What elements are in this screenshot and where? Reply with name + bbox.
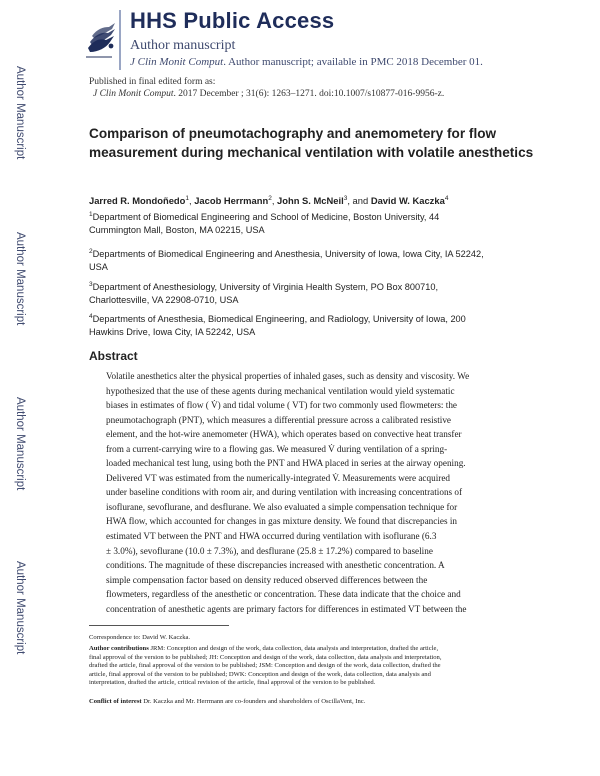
author-name: Jarred R. Mondoñedo	[89, 195, 186, 207]
affiliation-line: Cummington Mall, Boston, MA 02215, USA	[89, 225, 265, 236]
abstract-line: concentration of anesthetic agents are primary factors for differences in estimated VT between the	[106, 603, 467, 614]
author-affiliation-sup: 4	[444, 195, 449, 202]
author-name: David W. Kaczka	[370, 195, 445, 207]
published-in-block	[89, 76, 444, 100]
journal-abbrev: J Clin Monit Comput	[130, 56, 224, 68]
citation-details: . 2017 December ; 31(6): 1263–1271. doi:10.1007/s10877-016-9956-z.	[173, 89, 445, 99]
journal-availability-line	[130, 56, 483, 68]
author-manuscript-subtitle: Author manuscript	[130, 38, 236, 53]
affiliation-line: Department of Anesthesiology, University of Virginia Health System, PO Box 800710,	[92, 282, 439, 293]
abstract-line: simple compensation factor based on density reduced observed differences between the	[106, 574, 428, 585]
author-list	[89, 195, 569, 206]
abstract-line: ± 3.0%), sevoflurane (10.0 ± 7.3%), and desflurane (25.8 ± 17.2%) compared to baseline	[106, 545, 433, 556]
abstract-line: hypothesized that the use of these agents during mechanical ventilation would yield systematic	[106, 385, 455, 396]
conflict-text: Dr. Kaczka and Mr. Herrmann are co-founders and shareholders of OscillaVent, Inc.	[141, 698, 366, 705]
citation-line	[89, 88, 444, 100]
abstract-line: HWA flow, which accounted for changes in gas mixture density. We found that discrepancies in	[106, 516, 458, 527]
affiliation-sup: 3	[89, 281, 93, 288]
header-divider	[119, 10, 121, 70]
affiliation-line: Department of Biomedical Engineering and School of Medicine, Boston University, 44	[92, 212, 440, 223]
affiliation-4	[89, 310, 529, 339]
affiliation-line: Charlottesville, VA 22908-0710, USA	[89, 295, 239, 306]
conflict-of-interest-note	[89, 698, 514, 707]
affiliation-sup: 2	[89, 248, 93, 255]
abstract-line: loaded mechanical test lung, using both the PNT and HWA placed in series at the airway opening.	[106, 458, 466, 469]
author-name: John S. McNeil	[277, 195, 344, 207]
affiliation-line: Departments of Biomedical Engineering and Anesthesia, University of Iowa, Iowa City, IA 52242,	[92, 249, 484, 260]
hhs-eagle-logo-icon	[84, 18, 118, 62]
abstract-line: Delivered VT was estimated from the numerically-integrated V̇. Measurements were acquired	[106, 472, 450, 483]
author-separator: , and	[347, 195, 371, 207]
author-separator: ,	[188, 195, 195, 207]
affiliation-3	[89, 278, 529, 307]
abstract-line: Volatile anesthetics alter the physical properties of inhaled gases, such as density and viscosity. We	[106, 371, 470, 381]
author-affiliation-sup: 3	[343, 195, 348, 202]
sidebar-author-manuscript-label: Author Manuscript	[14, 397, 26, 491]
author-affiliation-sup: 2	[268, 195, 272, 202]
abstract-body	[106, 369, 526, 616]
author-name: Jacob Herrmann	[194, 195, 269, 207]
abstract-line: pneumotachograph (PNT), which measures a differential pressure across a calibrated resistive	[106, 414, 451, 425]
citation-journal: J Clin Monit Comput	[93, 89, 174, 99]
abstract-line: estimated VT between the PNT and HWA occurred during ventilation with isoflurane (6.3	[106, 531, 437, 542]
abstract-line: biases in estimates of flow ( V̇) and tidal volume ( VT) for two commonly used flowmeters: the	[106, 400, 458, 411]
author-contributions-note	[89, 645, 514, 688]
conflict-label: Conflict of interest	[89, 698, 142, 705]
affiliation-line: Hawkins Drive, Iowa City, IA 52242, USA	[89, 327, 256, 338]
abstract-heading: Abstract	[89, 349, 138, 363]
contributions-line: JRM: Conception and design of the work, data collection, data analysis and interpretation, drafted the article,	[148, 645, 439, 652]
abstract-line: conditions. The magnitude of these discrepancies increased with anesthetic concentration. A	[106, 560, 445, 571]
contributions-line: interpretation, drafted the article, critical revision of the article, final approval of the version to be published.	[89, 679, 376, 687]
sidebar-author-manuscript-label: Author Manuscript	[14, 66, 26, 160]
affiliation-line: Departments of Anesthesia, Biomedical Engineering, and Radiology, University of Iowa, 200	[92, 314, 466, 325]
author-affiliation-sup: 1	[185, 195, 189, 202]
abstract-line: isoflurane, sevoflurane, and desflurane. We also evaluated a simple compensation technique for	[106, 501, 458, 512]
abstract-line: from a current-carrying wire to a flowing gas. We measured V̇ during ventilation of a spring-	[106, 443, 448, 454]
abstract-line: under baseline conditions with room air, and during ventilation with increasing concentrations of	[106, 487, 463, 498]
article-title: Comparison of pneumotachography and anemometery for flow measurement during mechanical ventilation with volatile anesthetics	[89, 126, 534, 160]
contributions-line: final approval of the version to be published; JH: Conception and design of the work, data collection, data analysis and interpretation,	[89, 653, 442, 661]
sidebar-author-manuscript-label: Author Manuscript	[14, 232, 26, 326]
author-separator: ,	[271, 195, 278, 207]
contributions-line: article, final approval of the version to be published; DWK: Conception and design of the work, data collection, data analysis and	[89, 670, 431, 678]
affiliation-sup: 4	[89, 313, 93, 320]
availability-text: . Author manuscript; available in PMC 2018 December 01.	[223, 56, 483, 68]
footnote-divider	[89, 625, 229, 626]
affiliation-2	[89, 245, 529, 274]
published-label: Published in final edited form as:	[89, 77, 216, 87]
abstract-line: element, and the hot-wire anemometer (HWA), which operates based on convective heat transfer	[106, 429, 462, 440]
affiliation-sup: 1	[89, 211, 93, 218]
abstract-line: flowmeters, regardless of the anesthetic or concentration. These data indicate that the choice and	[106, 589, 461, 600]
contributions-line: drafted the article, final approval of the version to be published; JSM: Conception and design of the work, data collection, drafted the	[89, 662, 441, 670]
sidebar-author-manuscript-label: Author Manuscript	[14, 561, 26, 655]
hhs-public-access-title: HHS Public Access	[130, 8, 335, 33]
affiliation-1	[89, 208, 529, 237]
affiliation-line: USA	[89, 262, 108, 273]
contributions-label: Author contributions	[89, 645, 149, 652]
correspondence-note: Correspondence to: David W. Kaczka.	[89, 634, 191, 641]
